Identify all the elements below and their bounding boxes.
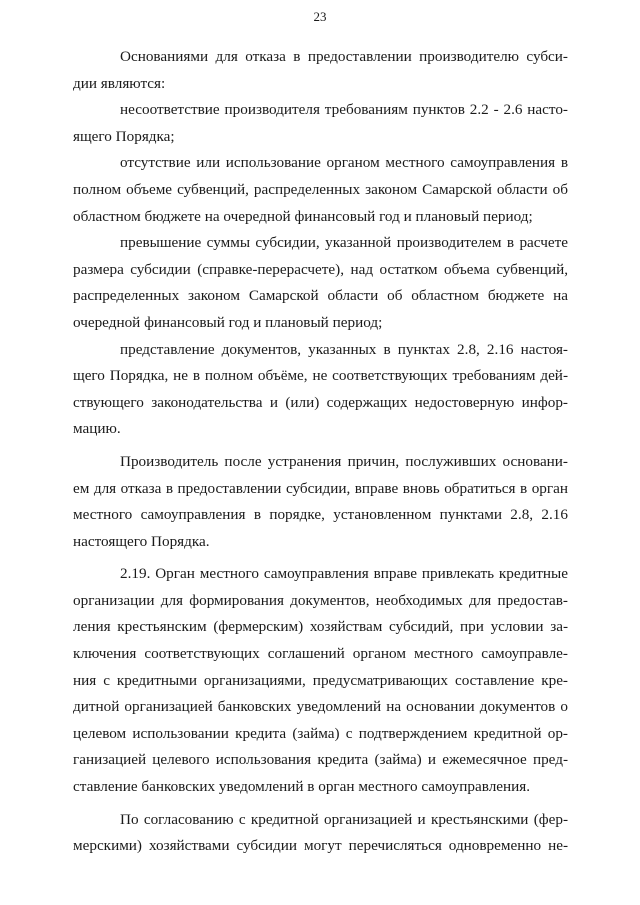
text-line: Основаниями для отказа в предоставлении производителю субси- [120,48,568,65]
text-line: мацию. [73,420,121,438]
text-line: По согласованию с кредитной организацией и крестьянскими (фер- [120,810,568,828]
text-line: местного самоуправления в порядке, установленном пунктами 2.8, 2.16 [73,506,568,524]
document-body [73,44,568,860]
text-line: ния с кредитными организациями, предусматривающих составление кре- [73,671,568,689]
text-line: ления крестьянским (фермерским) хозяйствам субсидий, при условии за- [73,618,568,636]
text-line: ем для отказа в предоставлении субсидии, вправе вновь обратиться в орган [73,479,568,497]
text-line: полном объеме субвенций, распределенных законом Самарской области об [73,180,568,198]
text-line: щего Порядка, не в полном объёме, не соответствующих требованиям дей- [73,367,568,385]
text-line: очередной финансовый год и плановый период; [73,313,383,331]
text-line: представление документов, указанных в пунктах 2.8, 2.16 настоя- [120,340,568,358]
text-line: Производитель после устранения причин, послуживших основани- [120,452,568,470]
text-line: ключения соответствующих соглашений органом местного самоуправле- [73,645,568,663]
text-line: организации для формирования документов, необходимых для предостав- [73,591,568,609]
text-line: 2.19. Орган местного самоуправления вправе привлекать кредитные [120,565,568,583]
text-line: мерскими) хозяйствами субсидии могут перечисляться одновременно не- [73,837,568,855]
text-line: ствующего законодательства и (или) содержащих недостоверную инфор- [73,393,568,411]
text-line: областном бюджете на очередной финансовый год и плановый период; [73,207,533,225]
text-line: ящего Порядка; [73,127,175,145]
text-line: отсутствие или использование органом местного самоуправления в [120,154,568,172]
text-line: дии являются: [73,74,166,92]
text-line: настоящего Порядка. [73,532,210,550]
text-line: целевом использовании кредита (займа) с подтверждением кредитной ор- [73,724,568,742]
text-line: распределенных законом Самарской области об областном бюджете на [73,287,568,305]
page-number: 23 [313,9,327,24]
text-line: размера субсидии (справке-перерасчете), над остатком объема субвенций, [73,260,568,278]
text-line: несоответствие производителя требованиям пунктов 2.2 - 2.6 насто- [120,101,568,119]
text-line: ставление банковских уведомлений в орган местного самоуправления. [73,778,531,796]
text-line: дитной организацией банковских уведомлений на основании документов о [73,698,568,716]
text-line: превышение суммы субсидии, указанной производителем в расчете [120,234,568,252]
text-line: ганизацией целевого использования кредита (займа) и ежемесячное пред- [73,751,568,769]
